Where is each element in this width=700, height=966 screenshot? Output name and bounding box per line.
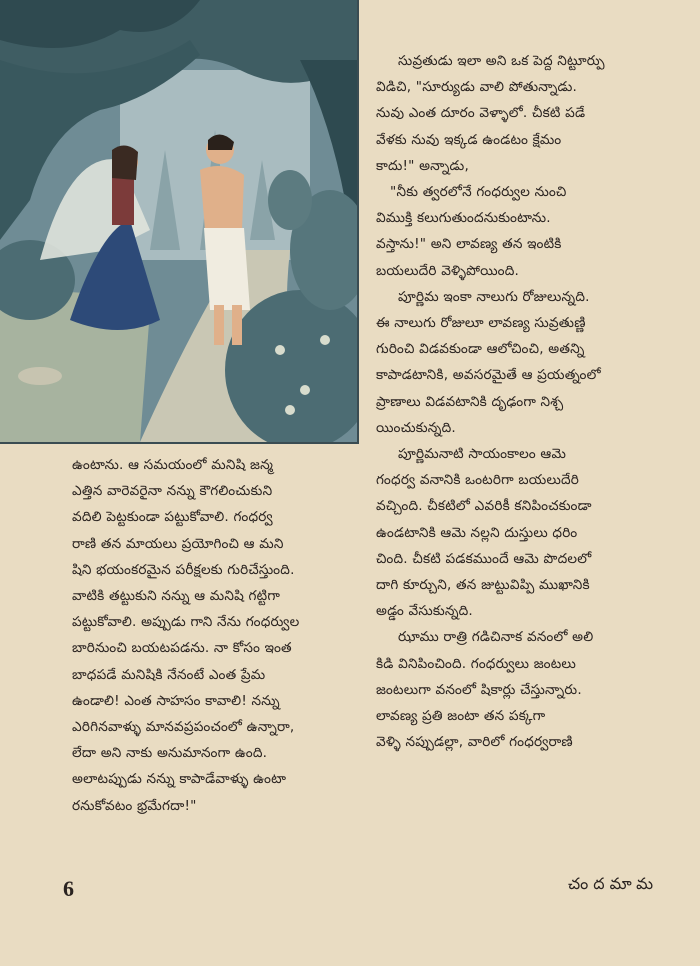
text-line: బయలుదేరి వెళ్ళిపోయింది. — [376, 262, 520, 279]
text-line: విడిచి, "సూర్యుడు వాలి పోతున్నాడు. — [376, 79, 578, 96]
text-line: చింది. చీకటి పడకముందే ఆమె పొదలలో — [376, 550, 592, 567]
text-line: కిడి వినిపించింది. గంధర్వులు జంటలు — [376, 655, 576, 672]
story-paragraph — [376, 48, 668, 179]
text-line: "నీకు త్వరలోనే గంధర్వుల నుంచి — [390, 184, 567, 201]
forest-scene-drawing — [0, 0, 357, 442]
left-text-column — [72, 452, 354, 819]
text-line: ఉంటాను. ఆ సమయంలో మనిషి జన్మ — [72, 457, 274, 473]
magazine-title: చందమామ — [568, 874, 659, 893]
text-line: వచ్చింది. చీకటిలో ఎవరికీ కనిపించకుండా — [376, 498, 592, 515]
story-paragraph — [376, 624, 668, 755]
text-line: ప్రాణాలు విడవటానికి దృఢంగా నిశ్చ — [376, 393, 564, 410]
text-line: అడ్డం వేసుకున్నది. — [376, 603, 473, 620]
text-line: ఉండాలి! ఎంత సాహసం కావాలి! నన్ను — [72, 692, 280, 709]
text-line: వెళ్ళి నప్పుడల్లా, వారిలో గంధర్వరాణి — [376, 734, 573, 751]
text-line: పూర్ణిమనాటి సాయంకాలం ఆమె — [398, 446, 567, 463]
text-line: గంధర్వ వనానికి ఒంటరిగా బయలుదేరి — [376, 472, 580, 489]
text-line: కాదు!" అన్నాడు, — [376, 157, 469, 174]
text-line: ఎత్తిన వారెవరైనా నన్ను కౌగలించుకుని — [72, 483, 273, 500]
text-line: దాగి కూర్చుని, తన జుట్టువిప్పి ముఖానికి — [376, 577, 590, 594]
text-line: వస్తాను!" అని లావణ్య తన ఇంటికి — [376, 236, 562, 253]
text-line: వేళకు నువు ఇక్కడ ఉండటం క్షేమం — [376, 131, 562, 148]
text-line: వాటికి తట్టుకుని నన్ను ఆ మనిషి గట్టిగా — [72, 588, 281, 605]
text-line: బారినుంచి బయటపడను. నా కోసం ఇంత — [72, 640, 292, 657]
story-paragraph — [376, 179, 668, 284]
text-line: కాపాడటానికి, అవసరమైతే ఆ ప్రయత్నంలో — [376, 367, 601, 384]
text-line: ఈ నాలుగు రోజులూ లావణ్య సువ్రతుణ్ణి — [376, 315, 586, 332]
text-line: లావణ్య ప్రతి జంటా తన పక్కగా — [376, 708, 546, 725]
text-line: ఉండటానికి ఆమె నల్లని దుస్తులు ధరిం — [376, 524, 578, 541]
text-line: గురించి విడవకుండా ఆలోచించి, అతన్ని — [376, 341, 585, 358]
text-line: వదిలి పెట్టకుండా పట్టుకోవాలి. గంధర్వ — [72, 509, 273, 526]
text-line: లేదా అని నాకు అనుమానంగా ఉంది. — [72, 745, 268, 762]
text-line: నువు ఎంత దూరం వెళ్ళాలో. చీకటి పడే — [376, 105, 586, 122]
text-line: అలాటప్పుడు నన్ను కాపాడేవాళ్ళు ఉంటా — [72, 771, 287, 788]
text-line: జంటలుగా వనంలో షికార్లు చేస్తున్నారు. — [376, 681, 582, 698]
page-number: 6 — [63, 876, 74, 901]
right-text-column — [376, 48, 668, 755]
story-paragraph — [376, 441, 668, 624]
text-line: ఎరిగినవాళ్ళు మానవప్రపంచంలో ఉన్నారా, — [72, 719, 295, 736]
text-line: పట్టుకోవాలి. అప్పుడు గాని నేను గంధర్వుల — [72, 614, 300, 631]
text-line: ఝాము రాత్రి గడిచినాక వనంలో అలి — [398, 629, 594, 646]
text-line: సువ్రతుడు ఇలా అని ఒక పెద్ద నిట్టూర్పు — [398, 53, 605, 69]
text-line: యించుకున్నది. — [376, 419, 456, 436]
text-line: బాధపడే మనిషికి నేనంటే ఎంత ప్రేమ — [72, 666, 266, 683]
story-illustration — [0, 0, 359, 444]
text-line: పూర్ణిమ ఇంకా నాలుగు రోజులున్నది. — [398, 288, 590, 305]
text-line: రాణి తన మాయలు ప్రయోగించి ఆ మని — [72, 535, 284, 552]
story-paragraph — [376, 284, 668, 441]
text-line: రనుకోవటం భ్రమేగదా!" — [72, 797, 197, 814]
text-line: షిని భయంకరమైన పరీక్షలకు గురిచేస్తుంది. — [72, 561, 295, 578]
text-line: విముక్తి కలుగుతుందనుకుంటాను. — [376, 210, 551, 227]
story-paragraph — [72, 452, 354, 819]
